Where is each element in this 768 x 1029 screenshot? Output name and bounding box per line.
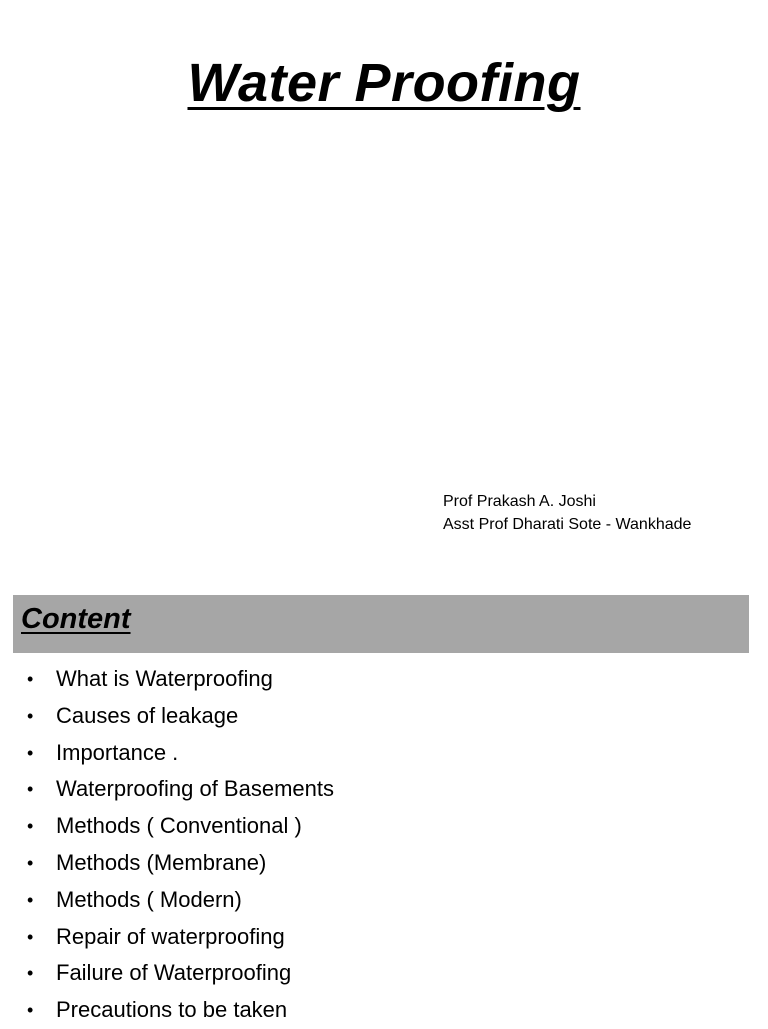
list-item-text: Methods ( Conventional ): [56, 813, 302, 839]
bullet-icon: •: [27, 1000, 34, 1021]
authors-block: [443, 490, 691, 536]
content-slide: [0, 580, 768, 1024]
bullet-icon: •: [27, 779, 34, 800]
bullet-icon: •: [27, 705, 34, 726]
list-item-text: Waterproofing of Basements: [56, 776, 334, 802]
content-heading: Content: [21, 603, 131, 635]
bullet-icon: •: [27, 816, 34, 837]
bullet-icon: •: [27, 926, 34, 947]
list-item-text: Repair of waterproofing: [56, 923, 285, 949]
bullet-icon: •: [27, 963, 34, 984]
bullet-icon: •: [27, 889, 34, 910]
bullet-icon: •: [27, 669, 34, 689]
slide-title: Water Proofing: [187, 53, 581, 113]
list-item-text: Methods ( Modern): [56, 886, 242, 912]
list-item-text: Causes of leakage: [56, 702, 239, 728]
author-line: Prof Prakash A. Joshi: [443, 493, 596, 510]
bullet-icon: •: [27, 852, 34, 873]
content-header-bar: [13, 595, 749, 653]
list-item-text: Failure of Waterproofing: [56, 960, 292, 986]
list-item-text: What is Waterproofing: [56, 666, 273, 691]
list-item-text: Importance .: [56, 739, 179, 765]
list-item-text: Methods (Membrane): [56, 849, 267, 875]
author-line: Asst Prof Dharati Sote - Wankhade: [443, 516, 692, 533]
bullet-icon: •: [27, 742, 34, 763]
list-item-text: Precautions to be taken: [56, 997, 288, 1023]
